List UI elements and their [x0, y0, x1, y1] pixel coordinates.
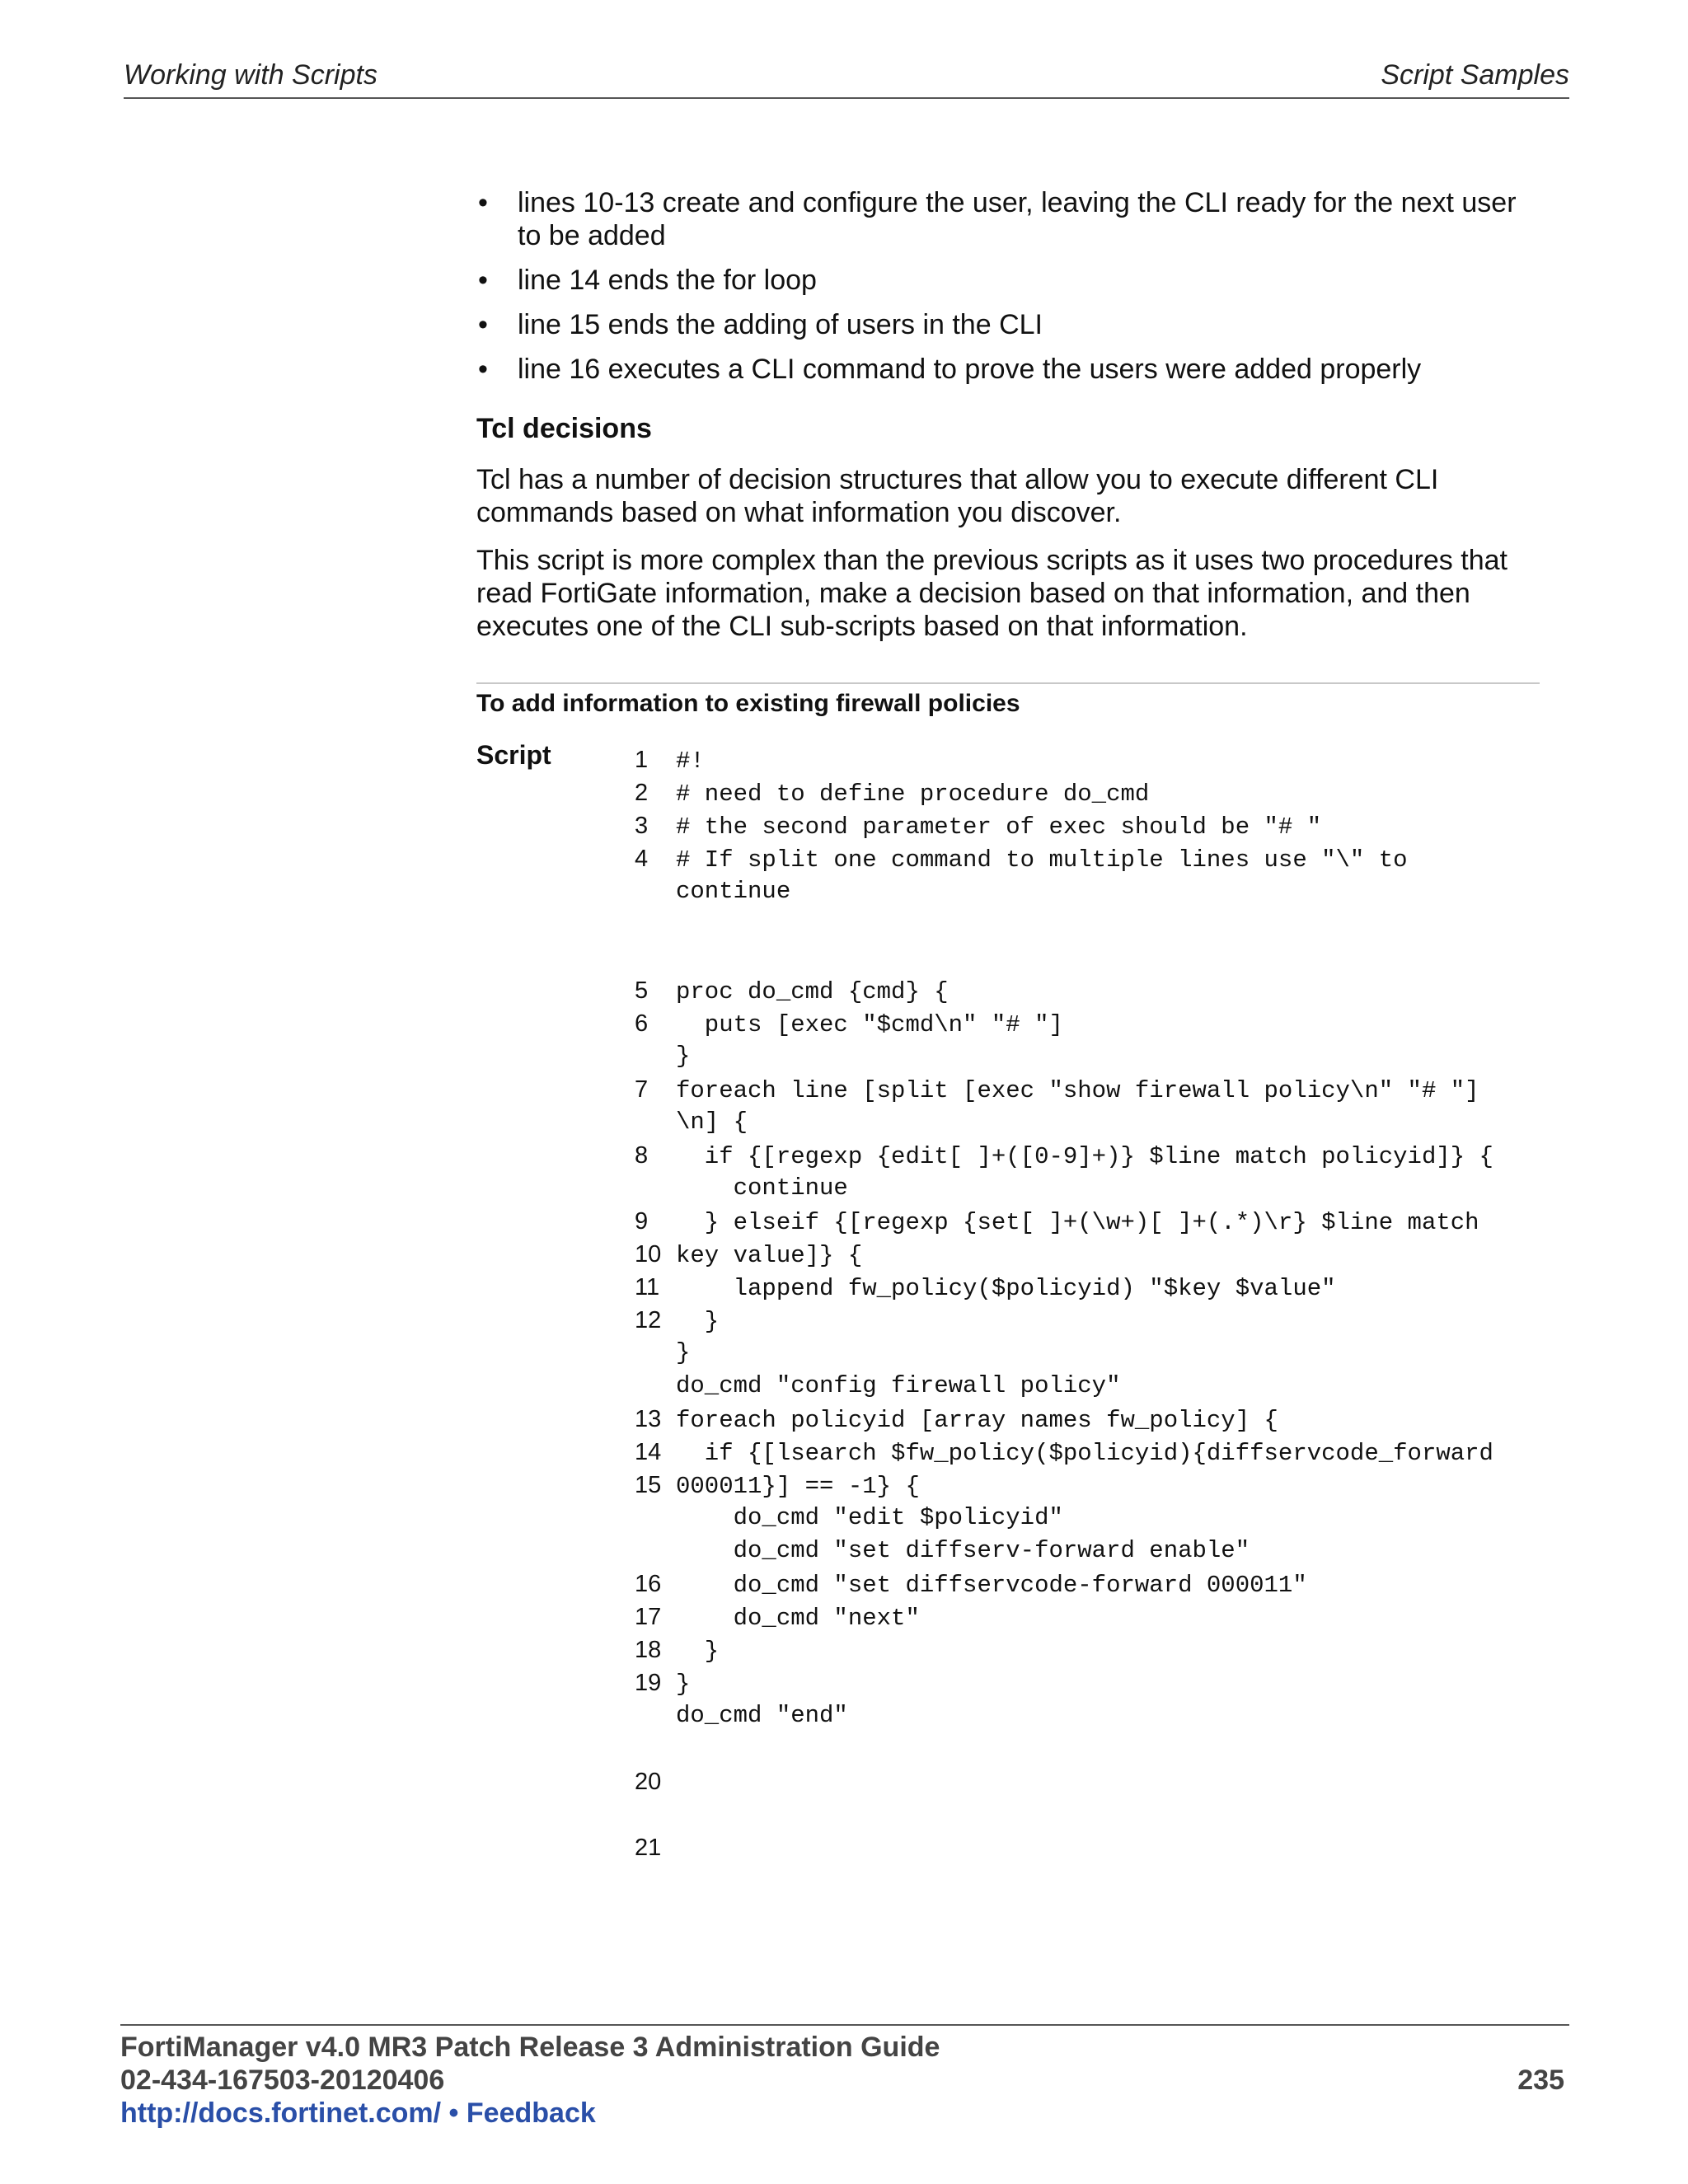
code-text: foreach line [split [exec "show firewall policy\n" "# "] [676, 1077, 1479, 1104]
bullet-list [476, 186, 1540, 386]
line-number: 21 [635, 1835, 662, 1861]
procedure-title: To add information to existing firewall policies [476, 682, 1540, 720]
code-line [635, 1304, 1566, 1337]
code-text: puts [exec "$cmd\n" "# "] [676, 1011, 1063, 1038]
code-text: do_cmd "config firewall policy" [676, 1372, 1121, 1399]
line-number: 14 [635, 1439, 662, 1465]
code-line [635, 809, 1566, 842]
code-line [635, 1172, 1566, 1205]
code-line [635, 974, 1566, 1007]
line-number: 6 [635, 1010, 649, 1037]
code-line [635, 1403, 1566, 1436]
code-text: do_cmd "set diffservcode-forward 000011" [676, 1572, 1307, 1599]
list-item: • line 14 ends the for loop [478, 265, 817, 296]
code-line [635, 1106, 1566, 1139]
code-line [635, 1831, 1566, 1864]
footer-title: FortiManager v4.0 MR3 Patch Release 3 Administration Guide [120, 2032, 940, 2063]
code-text: do_cmd "next" [676, 1605, 920, 1632]
code-text: } [676, 1043, 691, 1070]
line-number: 1 [635, 747, 649, 773]
list-item: • line 16 executes a CLI command to prove the users were added properly [478, 354, 1422, 385]
code-text: lappend fw_policy($policyid) "$key $value" [676, 1275, 1336, 1302]
main-content [476, 186, 1540, 658]
code-text: } elseif {[regexp {set[ ]+(\w+)[ ]+(.*)\r} $line match [676, 1209, 1479, 1236]
line-number: 7 [635, 1076, 649, 1103]
code-text: do_cmd "set diffserv-forward enable" [676, 1537, 1250, 1564]
code-text: } [676, 1339, 691, 1366]
code-text: 000011}] == -1} { [676, 1473, 920, 1500]
line-number: 17 [635, 1604, 662, 1630]
code-text: \n] { [676, 1108, 748, 1136]
code-line [635, 1073, 1566, 1106]
document-id: 02-434-167503-20120406 [120, 2064, 445, 2096]
code-text: foreach policyid [array names fw_policy] { [676, 1407, 1278, 1434]
page-footer [120, 2024, 1569, 2130]
line-number: 3 [635, 813, 649, 839]
code-line [635, 1007, 1566, 1040]
list-item: • lines 10-13 create and configure the user, leaving the CLI ready for the next user to be added [478, 187, 1517, 251]
line-number: 5 [635, 977, 649, 1004]
code-text: proc do_cmd {cmd} { [676, 978, 949, 1005]
code-text: # need to define procedure do_cmd [676, 780, 1150, 808]
line-number: 8 [635, 1142, 649, 1169]
code-line [635, 1205, 1566, 1238]
line-number: 4 [635, 846, 649, 872]
code-line [635, 1139, 1566, 1172]
line-number: 13 [635, 1406, 662, 1432]
code-text: # the second parameter of exec should be "# " [676, 813, 1322, 841]
code-line [635, 1765, 1566, 1798]
code-line [635, 1502, 1566, 1535]
code-line [635, 1568, 1566, 1601]
page-header [124, 59, 1569, 99]
code-line [635, 1601, 1566, 1633]
code-text: if {[regexp {edit[ ]+([0-9]+)} $line match policyid]} { [676, 1143, 1493, 1170]
code-line [635, 1732, 1566, 1765]
link-separator: • [448, 2097, 459, 2129]
code-line [635, 1370, 1566, 1403]
code-text: # If split one command to multiple lines use "\" to [676, 846, 1408, 874]
code-text: if {[lsearch $fw_policy($policyid){diffservcode_forward [676, 1440, 1493, 1467]
line-number: 19 [635, 1670, 662, 1696]
code-text: do_cmd "end" [676, 1702, 848, 1729]
code-text: do_cmd "edit $policyid" [676, 1504, 1063, 1531]
header-section: Script Samples [1381, 59, 1569, 91]
code-text: } [676, 1308, 720, 1335]
bullet-icon: • [478, 265, 488, 296]
code-line [635, 1238, 1566, 1271]
code-text: #! [676, 748, 705, 775]
bullet-icon: • [478, 354, 488, 385]
line-number: 12 [635, 1307, 662, 1333]
code-line [635, 1271, 1566, 1304]
code-line [635, 875, 1566, 908]
paragraph: Tcl has a number of decision structures that allow you to execute different CLI commands based on what information you discover. [476, 464, 1439, 528]
code-line [635, 743, 1566, 776]
section-heading: Tcl decisions [476, 413, 652, 444]
code-line [635, 1699, 1566, 1732]
list-item: • line 15 ends the adding of users in the CLI [478, 309, 1043, 340]
paragraph: This script is more complex than the previous scripts as it uses two procedures that read FortiGate information, make a decision based on that information, and then executes one of the CLI sub-scripts based on that information. [476, 545, 1507, 642]
code-block [635, 743, 1566, 1864]
code-line [635, 908, 1566, 941]
code-line [635, 1633, 1566, 1666]
code-line [635, 776, 1566, 809]
code-text: key value]} { [676, 1242, 863, 1269]
line-number: 9 [635, 1208, 649, 1235]
code-line [635, 1337, 1566, 1370]
code-line [635, 1040, 1566, 1073]
page-number: 235 [1517, 2064, 1564, 2096]
bullet-icon: • [478, 187, 488, 218]
line-number: 20 [635, 1769, 662, 1795]
line-number: 10 [635, 1241, 662, 1268]
line-number: 16 [635, 1571, 662, 1597]
code-line [635, 1436, 1566, 1469]
code-text: continue [676, 878, 791, 905]
docs-link[interactable]: http://docs.fortinet.com/ [120, 2097, 442, 2129]
code-line [635, 1535, 1566, 1568]
line-number: 18 [635, 1637, 662, 1663]
bullet-icon: • [478, 309, 488, 340]
code-text: } [676, 1638, 720, 1665]
code-line [635, 941, 1566, 974]
line-number: 15 [635, 1472, 662, 1498]
line-number: 2 [635, 780, 649, 806]
code-text: continue [676, 1174, 848, 1202]
script-label: Script [476, 740, 551, 770]
feedback-link[interactable]: Feedback [466, 2097, 596, 2129]
code-text: } [676, 1671, 691, 1698]
code-line [635, 842, 1566, 875]
code-line [635, 1666, 1566, 1699]
code-line [635, 1798, 1566, 1831]
header-chapter: Working with Scripts [124, 59, 377, 91]
code-line [635, 1469, 1566, 1502]
line-number: 11 [635, 1274, 660, 1301]
